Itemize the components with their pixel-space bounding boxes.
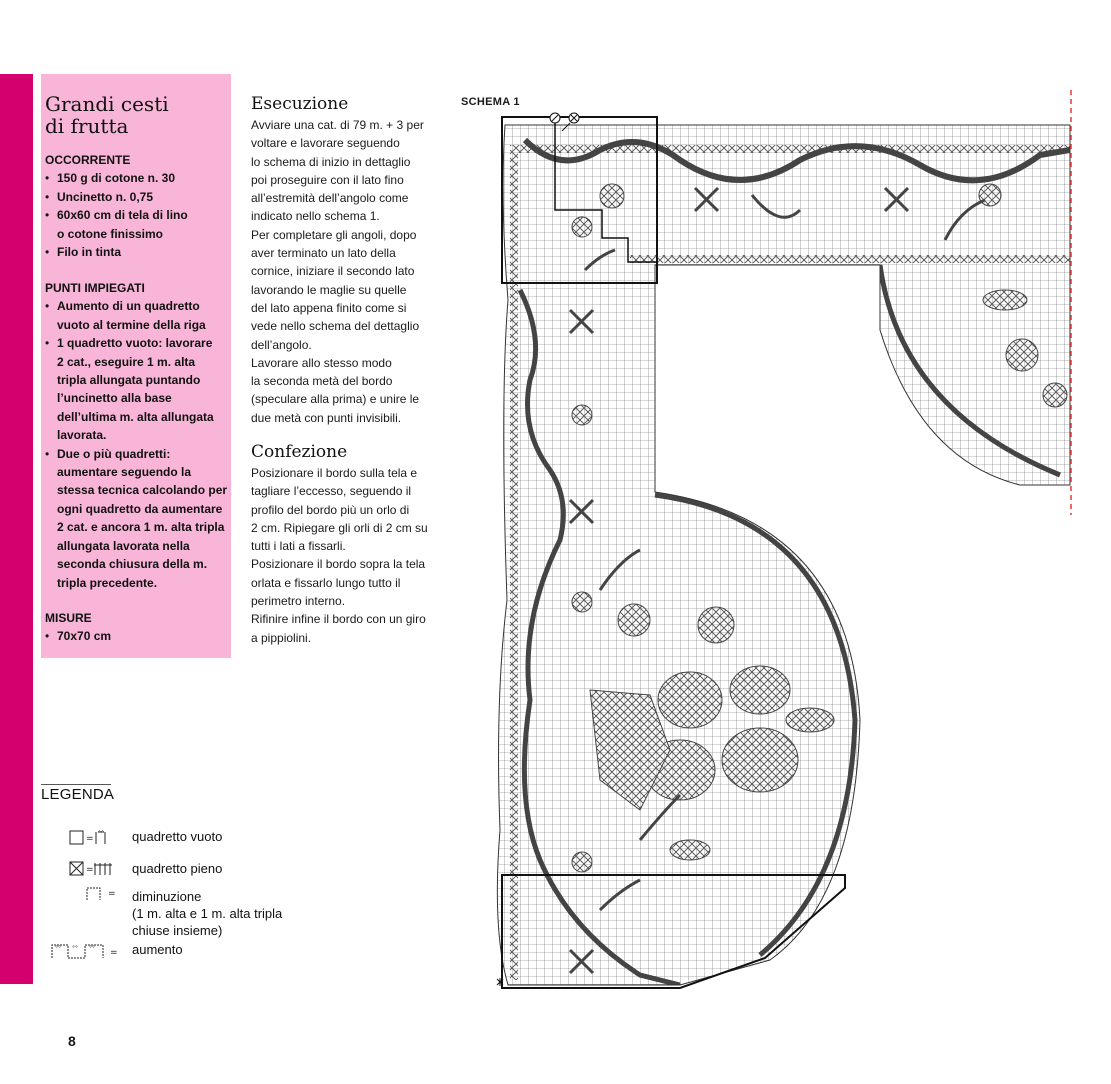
chart-grid-body	[495, 120, 1075, 990]
text-line: (speculare alla prima) e unire le	[251, 392, 420, 407]
list-item: • 150 g di cotone n. 30	[45, 169, 231, 187]
legend-label-increase: aumento	[132, 942, 183, 957]
text-line: profilo del bordo più un orlo di	[251, 502, 410, 517]
list-item: seconda chiusura della m.	[57, 557, 208, 572]
text-line: aver terminato un lato della	[251, 246, 396, 261]
list-item: aumentare seguendo la	[57, 465, 192, 480]
text-line: poi proseguire con il lato fino	[251, 172, 404, 187]
misure-heading: MISURE	[45, 611, 92, 625]
text-line: dell’angolo.	[251, 337, 312, 352]
list-item: stessa tecnica calcolando per	[57, 483, 228, 498]
decrease-label: diminuzione	[132, 889, 202, 904]
text-line: la seconda metà del bordo	[251, 374, 393, 389]
list-item: 2 cat. e ancora 1 m. alta tripla	[57, 520, 225, 535]
title-line-2: di frutta	[45, 114, 129, 138]
list-item: • Due o più quadretti:	[45, 445, 231, 463]
text-line: tagliare l’eccesso, seguendo il	[251, 484, 412, 499]
punti-heading: PUNTI IMPIEGATI	[45, 281, 145, 295]
svg-text:=: =	[86, 834, 94, 844]
text-line: Avviare una cat. di 79 m. + 3 per	[251, 118, 424, 132]
text-line: a pippiolini.	[251, 630, 312, 645]
text-line: voltare e lavorare seguendo	[251, 136, 400, 151]
svg-text:=: =	[110, 948, 118, 958]
text-line: 2 cm. Ripiegare gli orli di 2 cm su	[251, 520, 428, 535]
text-line: indicato nello schema 1.	[251, 209, 380, 224]
text-line: Lavorare allo stesso modo	[251, 355, 392, 370]
confezione-heading: Confezione	[251, 442, 348, 462]
legend-label-filled: quadretto pieno	[132, 861, 223, 876]
text-line: perimetro interno.	[251, 594, 346, 609]
list-item: o cotone finissimo	[57, 226, 164, 241]
list-item: vuoto al termine della riga	[57, 317, 206, 332]
list-item: • 70x70 cm	[45, 627, 231, 645]
text-line: lo schema di inizio in dettaglio	[251, 154, 411, 169]
list-item: • Filo in tinta	[45, 243, 231, 261]
occorrente-heading: OCCORRENTE	[45, 153, 131, 167]
svg-text:=: =	[108, 889, 116, 899]
svg-text:°°: °°	[89, 945, 95, 952]
list-item: dell’ultima m. alta allungata	[57, 409, 214, 424]
list-item: allungata lavorata nella	[57, 538, 190, 553]
decrease-note-1: (1 m. alta e 1 m. alta tripla	[132, 906, 283, 921]
list-item: ogni quadretto da aumentare	[57, 501, 223, 516]
svg-text:°°: °°	[55, 945, 61, 952]
list-item: • Uncinetto n. 0,75	[45, 188, 231, 206]
text-line: Per completare gli angoli, dopo	[251, 227, 417, 242]
decrease-note-2: chiuse insieme)	[132, 923, 223, 938]
text-line: cornice, iniziare il secondo lato	[251, 264, 415, 279]
list-item: 2 cat., eseguire 1 m. alta	[57, 354, 196, 369]
svg-text:°°: °°	[98, 830, 104, 837]
list-item: tripla precedente.	[57, 575, 158, 590]
text-line: Rifinire infine il bordo con un giro	[251, 612, 426, 627]
svg-text:°°: °°	[72, 945, 78, 952]
list-item: • 60x60 cm di tela di lino	[45, 206, 231, 224]
title-line-1: Grandi cesti	[45, 92, 169, 116]
page-number: 8	[68, 1033, 76, 1049]
esecuzione-heading: Esecuzione	[251, 94, 349, 114]
text-line: due metà con punti invisibili.	[251, 410, 402, 425]
list-item: lavorata.	[57, 428, 107, 443]
list-item: tripla allungata puntando	[57, 373, 201, 388]
text-line: orlata e fissarlo lungo tutto il	[251, 575, 401, 590]
legend-label-empty: quadretto vuoto	[132, 829, 223, 844]
list-item: • 1 quadretto vuoto: lavorare	[45, 334, 231, 352]
legend-title: LEGENDA	[41, 786, 115, 803]
text-line: Posizionare il bordo sopra la tela	[251, 557, 426, 572]
list-item: l’uncinetto alla base	[57, 391, 172, 406]
list-item: • Aumento di un quadretto	[45, 297, 231, 315]
text-line: del lato appena finito come si	[251, 300, 407, 315]
svg-text:=: =	[86, 865, 94, 875]
schema-label: SCHEMA 1	[461, 96, 520, 108]
text-line: tutti i lati a fissarli.	[251, 539, 346, 554]
text-line: vede nello schema del dettaglio	[251, 319, 420, 334]
text-line: lavorando le maglie su quelle	[251, 282, 407, 297]
text-line: all’estremità dell’angolo come	[251, 191, 409, 206]
text-line: Posizionare il bordo sulla tela e	[251, 466, 418, 480]
